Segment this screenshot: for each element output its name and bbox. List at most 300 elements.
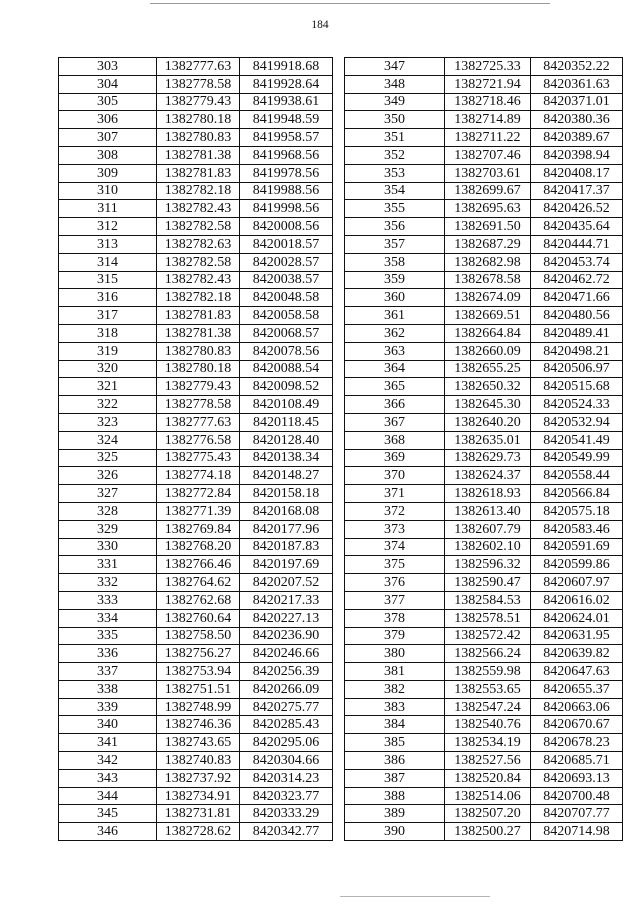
table-row	[59, 752, 333, 770]
x-coordinate-cell: 1382678.58	[445, 271, 531, 289]
y-coordinate-cell: 8420256.39	[240, 663, 333, 681]
table-row	[345, 716, 623, 734]
point-number-cell: 338	[59, 680, 157, 698]
x-coordinate-cell: 1382629.73	[445, 449, 531, 467]
y-coordinate-cell: 8420417.37	[531, 182, 623, 200]
y-coordinate-cell: 8420426.52	[531, 200, 623, 218]
table-row	[59, 716, 333, 734]
table-row	[345, 129, 623, 147]
x-coordinate-cell: 1382718.46	[445, 93, 531, 111]
x-coordinate-cell: 1382590.47	[445, 574, 531, 592]
table-row	[59, 235, 333, 253]
table-row	[345, 645, 623, 663]
x-coordinate-cell: 1382779.43	[157, 93, 240, 111]
table-row	[59, 58, 333, 76]
table-row	[59, 182, 333, 200]
table-row	[345, 449, 623, 467]
table-row	[345, 769, 623, 787]
x-coordinate-cell: 1382613.40	[445, 502, 531, 520]
point-number-cell: 352	[345, 146, 445, 164]
point-number-cell: 357	[345, 235, 445, 253]
x-coordinate-cell: 1382780.18	[157, 111, 240, 129]
y-coordinate-cell: 8420693.13	[531, 769, 623, 787]
point-number-cell: 329	[59, 520, 157, 538]
point-number-cell: 370	[345, 467, 445, 485]
x-coordinate-cell: 1382664.84	[445, 324, 531, 342]
y-coordinate-cell: 8420323.77	[240, 787, 333, 805]
table-row	[345, 75, 623, 93]
x-coordinate-cell: 1382703.61	[445, 164, 531, 182]
x-coordinate-cell: 1382769.84	[157, 520, 240, 538]
y-coordinate-cell: 8420444.71	[531, 235, 623, 253]
y-coordinate-cell: 8420098.52	[240, 378, 333, 396]
point-number-cell: 351	[345, 129, 445, 147]
x-coordinate-cell: 1382507.20	[445, 805, 531, 823]
point-number-cell: 365	[345, 378, 445, 396]
x-coordinate-cell: 1382602.10	[445, 538, 531, 556]
y-coordinate-cell: 8420707.77	[531, 805, 623, 823]
x-coordinate-cell: 1382781.83	[157, 307, 240, 325]
table-row	[345, 538, 623, 556]
x-coordinate-cell: 1382731.81	[157, 805, 240, 823]
y-coordinate-cell: 8420624.01	[531, 609, 623, 627]
y-coordinate-cell: 8420462.72	[531, 271, 623, 289]
y-coordinate-cell: 8420236.90	[240, 627, 333, 645]
table-row	[345, 805, 623, 823]
y-coordinate-cell: 8420678.23	[531, 734, 623, 752]
x-coordinate-cell: 1382514.06	[445, 787, 531, 805]
x-coordinate-cell: 1382572.42	[445, 627, 531, 645]
table-row	[59, 769, 333, 787]
x-coordinate-cell: 1382751.51	[157, 680, 240, 698]
point-number-cell: 336	[59, 645, 157, 663]
y-coordinate-cell: 8420631.95	[531, 627, 623, 645]
x-coordinate-cell: 1382566.24	[445, 645, 531, 663]
x-coordinate-cell: 1382779.43	[157, 378, 240, 396]
y-coordinate-cell: 8420128.40	[240, 431, 333, 449]
table-row	[59, 164, 333, 182]
point-number-cell: 368	[345, 431, 445, 449]
y-coordinate-cell: 8420217.33	[240, 591, 333, 609]
table-row	[59, 431, 333, 449]
point-number-cell: 340	[59, 716, 157, 734]
table-row	[59, 467, 333, 485]
table-row	[59, 556, 333, 574]
y-coordinate-cell: 8420408.17	[531, 164, 623, 182]
y-coordinate-cell: 8420398.94	[531, 146, 623, 164]
point-number-cell: 376	[345, 574, 445, 592]
y-coordinate-cell: 8420168.08	[240, 502, 333, 520]
bottom-rule	[340, 896, 490, 897]
point-number-cell: 372	[345, 502, 445, 520]
table-row	[345, 111, 623, 129]
x-coordinate-cell: 1382624.37	[445, 467, 531, 485]
y-coordinate-cell: 8419948.59	[240, 111, 333, 129]
table-row	[345, 698, 623, 716]
point-number-cell: 364	[345, 360, 445, 378]
x-coordinate-cell: 1382762.68	[157, 591, 240, 609]
table-row	[345, 591, 623, 609]
table-row	[59, 378, 333, 396]
y-coordinate-cell: 8420108.49	[240, 396, 333, 414]
x-coordinate-cell: 1382756.27	[157, 645, 240, 663]
point-number-cell: 381	[345, 663, 445, 681]
y-coordinate-cell: 8420471.66	[531, 289, 623, 307]
x-coordinate-cell: 1382596.32	[445, 556, 531, 574]
point-number-cell: 387	[345, 769, 445, 787]
point-number-cell: 385	[345, 734, 445, 752]
table-row	[59, 396, 333, 414]
table-row	[59, 289, 333, 307]
x-coordinate-cell: 1382771.39	[157, 502, 240, 520]
point-number-cell: 358	[345, 253, 445, 271]
y-coordinate-cell: 8420158.18	[240, 485, 333, 503]
page-number: 184	[311, 19, 329, 31]
y-coordinate-cell: 8419968.56	[240, 146, 333, 164]
point-number-cell: 313	[59, 235, 157, 253]
x-coordinate-cell: 1382711.22	[445, 129, 531, 147]
y-coordinate-cell: 8420506.97	[531, 360, 623, 378]
point-number-cell: 367	[345, 413, 445, 431]
y-coordinate-cell: 8420246.66	[240, 645, 333, 663]
x-coordinate-cell: 1382540.76	[445, 716, 531, 734]
point-number-cell: 360	[345, 289, 445, 307]
point-number-cell: 315	[59, 271, 157, 289]
x-coordinate-cell: 1382635.01	[445, 431, 531, 449]
table-row	[345, 431, 623, 449]
x-coordinate-cell: 1382746.36	[157, 716, 240, 734]
y-coordinate-cell: 8420068.57	[240, 324, 333, 342]
y-coordinate-cell: 8420558.44	[531, 467, 623, 485]
coordinates-table-left-body	[59, 58, 333, 841]
point-number-cell: 374	[345, 538, 445, 556]
point-number-cell: 345	[59, 805, 157, 823]
point-number-cell: 322	[59, 396, 157, 414]
x-coordinate-cell: 1382725.33	[445, 58, 531, 76]
y-coordinate-cell: 8420028.57	[240, 253, 333, 271]
y-coordinate-cell: 8419978.56	[240, 164, 333, 182]
x-coordinate-cell: 1382764.62	[157, 574, 240, 592]
point-number-cell: 382	[345, 680, 445, 698]
point-number-cell: 362	[345, 324, 445, 342]
x-coordinate-cell: 1382640.20	[445, 413, 531, 431]
point-number-cell: 342	[59, 752, 157, 770]
y-coordinate-cell: 8420714.98	[531, 823, 623, 841]
y-coordinate-cell: 8420118.45	[240, 413, 333, 431]
y-coordinate-cell: 8419918.68	[240, 58, 333, 76]
point-number-cell: 337	[59, 663, 157, 681]
table-row	[345, 485, 623, 503]
table-row	[345, 218, 623, 236]
point-number-cell: 349	[345, 93, 445, 111]
table-row	[345, 520, 623, 538]
x-coordinate-cell: 1382645.30	[445, 396, 531, 414]
table-row	[345, 253, 623, 271]
table-row	[345, 289, 623, 307]
table-row	[345, 734, 623, 752]
table-row	[345, 378, 623, 396]
table-row	[345, 200, 623, 218]
point-number-cell: 310	[59, 182, 157, 200]
x-coordinate-cell: 1382775.43	[157, 449, 240, 467]
point-number-cell: 371	[345, 485, 445, 503]
x-coordinate-cell: 1382520.84	[445, 769, 531, 787]
x-coordinate-cell: 1382780.18	[157, 360, 240, 378]
y-coordinate-cell: 8420685.71	[531, 752, 623, 770]
table-row	[345, 324, 623, 342]
point-number-cell: 303	[59, 58, 157, 76]
x-coordinate-cell: 1382691.50	[445, 218, 531, 236]
y-coordinate-cell: 8420207.52	[240, 574, 333, 592]
y-coordinate-cell: 8420148.27	[240, 467, 333, 485]
point-number-cell: 354	[345, 182, 445, 200]
x-coordinate-cell: 1382781.38	[157, 324, 240, 342]
x-coordinate-cell: 1382547.24	[445, 698, 531, 716]
x-coordinate-cell: 1382781.83	[157, 164, 240, 182]
table-row	[59, 520, 333, 538]
table-row	[59, 574, 333, 592]
table-row	[59, 663, 333, 681]
y-coordinate-cell: 8420524.33	[531, 396, 623, 414]
x-coordinate-cell: 1382782.58	[157, 218, 240, 236]
table-row	[345, 271, 623, 289]
point-number-cell: 328	[59, 502, 157, 520]
y-coordinate-cell: 8420389.67	[531, 129, 623, 147]
x-coordinate-cell: 1382527.56	[445, 752, 531, 770]
point-number-cell: 350	[345, 111, 445, 129]
top-rule	[150, 3, 550, 4]
point-number-cell: 321	[59, 378, 157, 396]
table-row	[59, 129, 333, 147]
point-number-cell: 390	[345, 823, 445, 841]
y-coordinate-cell: 8420607.97	[531, 574, 623, 592]
x-coordinate-cell: 1382660.09	[445, 342, 531, 360]
y-coordinate-cell: 8420352.22	[531, 58, 623, 76]
point-number-cell: 355	[345, 200, 445, 218]
table-row	[59, 485, 333, 503]
point-number-cell: 326	[59, 467, 157, 485]
table-row	[59, 680, 333, 698]
table-row	[59, 805, 333, 823]
x-coordinate-cell: 1382740.83	[157, 752, 240, 770]
x-coordinate-cell: 1382774.18	[157, 467, 240, 485]
y-coordinate-cell: 8419928.64	[240, 75, 333, 93]
point-number-cell: 307	[59, 129, 157, 147]
y-coordinate-cell: 8420304.66	[240, 752, 333, 770]
x-coordinate-cell: 1382584.53	[445, 591, 531, 609]
point-number-cell: 380	[345, 645, 445, 663]
point-number-cell: 312	[59, 218, 157, 236]
x-coordinate-cell: 1382695.63	[445, 200, 531, 218]
x-coordinate-cell: 1382782.18	[157, 182, 240, 200]
y-coordinate-cell: 8420177.96	[240, 520, 333, 538]
x-coordinate-cell: 1382778.58	[157, 396, 240, 414]
y-coordinate-cell: 8420435.64	[531, 218, 623, 236]
y-coordinate-cell: 8420616.02	[531, 591, 623, 609]
y-coordinate-cell: 8420227.13	[240, 609, 333, 627]
point-number-cell: 314	[59, 253, 157, 271]
table-row	[59, 787, 333, 805]
y-coordinate-cell: 8420058.58	[240, 307, 333, 325]
y-coordinate-cell: 8420380.36	[531, 111, 623, 129]
y-coordinate-cell: 8420663.06	[531, 698, 623, 716]
x-coordinate-cell: 1382753.94	[157, 663, 240, 681]
table-row	[59, 698, 333, 716]
table-row	[59, 218, 333, 236]
x-coordinate-cell: 1382766.46	[157, 556, 240, 574]
point-number-cell: 361	[345, 307, 445, 325]
point-number-cell: 333	[59, 591, 157, 609]
table-row	[59, 324, 333, 342]
x-coordinate-cell: 1382760.64	[157, 609, 240, 627]
y-coordinate-cell: 8420197.69	[240, 556, 333, 574]
y-coordinate-cell: 8420361.63	[531, 75, 623, 93]
table-row	[59, 609, 333, 627]
table-row	[345, 502, 623, 520]
x-coordinate-cell: 1382559.98	[445, 663, 531, 681]
x-coordinate-cell: 1382734.91	[157, 787, 240, 805]
x-coordinate-cell: 1382553.65	[445, 680, 531, 698]
y-coordinate-cell: 8420285.43	[240, 716, 333, 734]
table-row	[345, 307, 623, 325]
x-coordinate-cell: 1382782.58	[157, 253, 240, 271]
x-coordinate-cell: 1382780.83	[157, 342, 240, 360]
point-number-cell: 335	[59, 627, 157, 645]
table-row	[345, 556, 623, 574]
point-number-cell: 320	[59, 360, 157, 378]
x-coordinate-cell: 1382655.25	[445, 360, 531, 378]
x-coordinate-cell: 1382780.83	[157, 129, 240, 147]
x-coordinate-cell: 1382776.58	[157, 431, 240, 449]
table-row	[59, 111, 333, 129]
table-row	[345, 164, 623, 182]
x-coordinate-cell: 1382682.98	[445, 253, 531, 271]
point-number-cell: 317	[59, 307, 157, 325]
table-row	[59, 413, 333, 431]
y-coordinate-cell: 8420647.63	[531, 663, 623, 681]
y-coordinate-cell: 8419988.56	[240, 182, 333, 200]
y-coordinate-cell: 8420541.49	[531, 431, 623, 449]
point-number-cell: 344	[59, 787, 157, 805]
y-coordinate-cell: 8420266.09	[240, 680, 333, 698]
point-number-cell: 330	[59, 538, 157, 556]
y-coordinate-cell: 8420275.77	[240, 698, 333, 716]
y-coordinate-cell: 8420670.67	[531, 716, 623, 734]
y-coordinate-cell: 8420048.58	[240, 289, 333, 307]
table-row	[345, 58, 623, 76]
y-coordinate-cell: 8419998.56	[240, 200, 333, 218]
x-coordinate-cell: 1382534.19	[445, 734, 531, 752]
point-number-cell: 319	[59, 342, 157, 360]
x-coordinate-cell: 1382618.93	[445, 485, 531, 503]
point-number-cell: 343	[59, 769, 157, 787]
y-coordinate-cell: 8420008.56	[240, 218, 333, 236]
y-coordinate-cell: 8420187.83	[240, 538, 333, 556]
table-row	[345, 235, 623, 253]
x-coordinate-cell: 1382500.27	[445, 823, 531, 841]
y-coordinate-cell: 8420489.41	[531, 324, 623, 342]
y-coordinate-cell: 8420314.23	[240, 769, 333, 787]
point-number-cell: 306	[59, 111, 157, 129]
x-coordinate-cell: 1382737.92	[157, 769, 240, 787]
point-number-cell: 379	[345, 627, 445, 645]
table-row	[59, 502, 333, 520]
y-coordinate-cell: 8420371.01	[531, 93, 623, 111]
point-number-cell: 308	[59, 146, 157, 164]
table-row	[345, 752, 623, 770]
point-number-cell: 366	[345, 396, 445, 414]
point-number-cell: 363	[345, 342, 445, 360]
coordinates-table-right	[344, 57, 623, 841]
table-row	[345, 467, 623, 485]
y-coordinate-cell: 8420138.34	[240, 449, 333, 467]
y-coordinate-cell: 8420700.48	[531, 787, 623, 805]
table-row	[59, 627, 333, 645]
point-number-cell: 324	[59, 431, 157, 449]
table-row	[345, 787, 623, 805]
table-row	[59, 307, 333, 325]
y-coordinate-cell: 8420532.94	[531, 413, 623, 431]
y-coordinate-cell: 8420515.68	[531, 378, 623, 396]
x-coordinate-cell: 1382607.79	[445, 520, 531, 538]
point-number-cell: 341	[59, 734, 157, 752]
point-number-cell: 369	[345, 449, 445, 467]
y-coordinate-cell: 8420498.21	[531, 342, 623, 360]
x-coordinate-cell: 1382707.46	[445, 146, 531, 164]
table-row	[345, 93, 623, 111]
point-number-cell: 323	[59, 413, 157, 431]
x-coordinate-cell: 1382782.43	[157, 200, 240, 218]
x-coordinate-cell: 1382778.58	[157, 75, 240, 93]
point-number-cell: 356	[345, 218, 445, 236]
y-coordinate-cell: 8420599.86	[531, 556, 623, 574]
point-number-cell: 318	[59, 324, 157, 342]
x-coordinate-cell: 1382721.94	[445, 75, 531, 93]
y-coordinate-cell: 8420583.46	[531, 520, 623, 538]
point-number-cell: 309	[59, 164, 157, 182]
y-coordinate-cell: 8420549.99	[531, 449, 623, 467]
table-row	[59, 253, 333, 271]
point-number-cell: 386	[345, 752, 445, 770]
point-number-cell: 389	[345, 805, 445, 823]
point-number-cell: 359	[345, 271, 445, 289]
table-row	[59, 271, 333, 289]
point-number-cell: 331	[59, 556, 157, 574]
point-number-cell: 334	[59, 609, 157, 627]
table-row	[345, 182, 623, 200]
point-number-cell: 388	[345, 787, 445, 805]
point-number-cell: 316	[59, 289, 157, 307]
x-coordinate-cell: 1382768.20	[157, 538, 240, 556]
x-coordinate-cell: 1382687.29	[445, 235, 531, 253]
y-coordinate-cell: 8420333.29	[240, 805, 333, 823]
table-row	[345, 609, 623, 627]
table-row	[345, 342, 623, 360]
y-coordinate-cell: 8420639.82	[531, 645, 623, 663]
table-row	[345, 663, 623, 681]
table-row	[59, 75, 333, 93]
x-coordinate-cell: 1382782.43	[157, 271, 240, 289]
point-number-cell: 373	[345, 520, 445, 538]
x-coordinate-cell: 1382743.65	[157, 734, 240, 752]
y-coordinate-cell: 8420480.56	[531, 307, 623, 325]
x-coordinate-cell: 1382758.50	[157, 627, 240, 645]
x-coordinate-cell: 1382781.38	[157, 146, 240, 164]
table-row	[345, 396, 623, 414]
x-coordinate-cell: 1382650.32	[445, 378, 531, 396]
table-row	[59, 93, 333, 111]
table-row	[59, 449, 333, 467]
